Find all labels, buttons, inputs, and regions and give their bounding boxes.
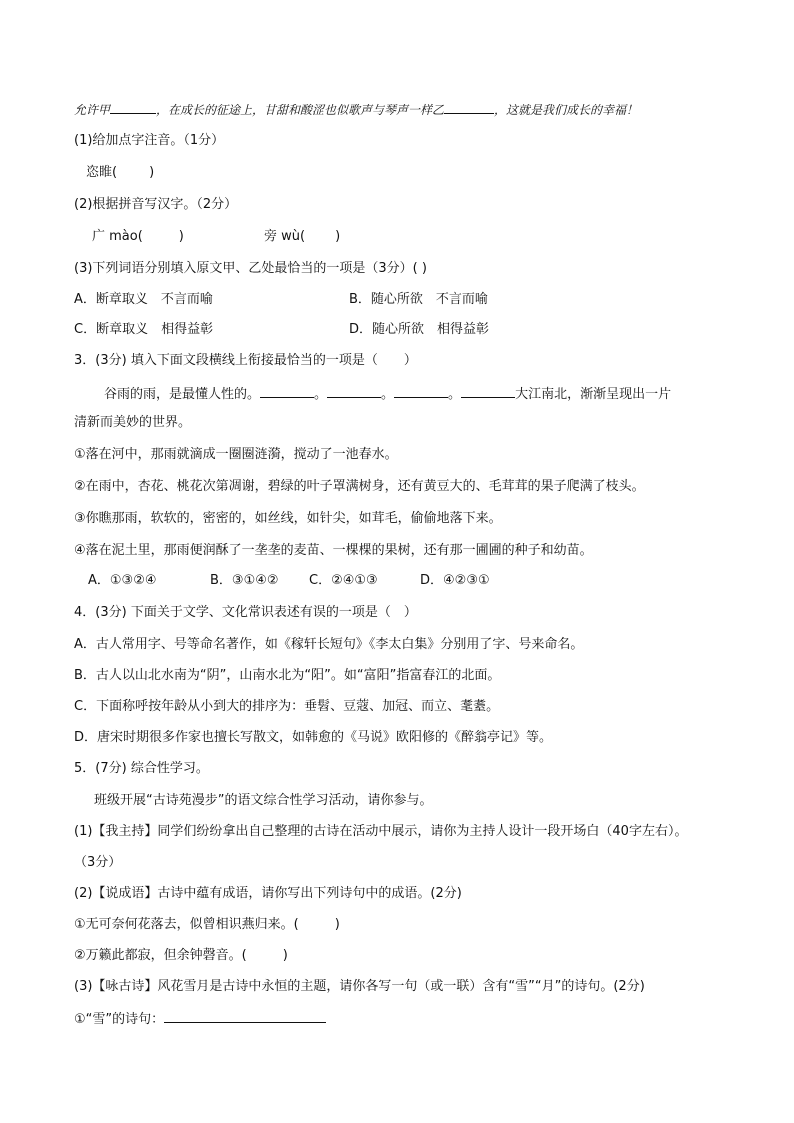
option-c[interactable]: C．下面称呼按年龄从小到大的排序为：垂髫、豆蔻、加冠、而立、耄耋。 [74,699,500,714]
blank-2[interactable] [327,385,381,398]
option-d[interactable]: D．④②③① [420,573,490,588]
option-b[interactable]: B．古人以山北水南为“阴”，山南水北为“阳”。如“富阳”指富春江的北面。 [74,668,501,683]
item-close: ) [282,948,288,963]
item-close: ) [178,229,184,244]
blank-3[interactable] [394,385,448,398]
question-heading: 5．(7分) 综合性学习。 [74,761,209,776]
snow-poem-line [74,1010,326,1028]
option-b[interactable]: B．随心所欲 不言而喻 [349,292,488,307]
pinyin-item [86,165,154,181]
item-text: 广 mào( [92,229,143,244]
poem-line-1 [74,917,340,933]
option-d[interactable]: D．随心所欲 相得益彰 [349,322,490,337]
passage-sentence [74,101,638,118]
sentence-4: ④落在泥土里，那雨便润酥了一垄垄的麦苗、一棵棵的果树，还有那一圃圃的种子和幼苗。 [74,543,593,558]
option-a[interactable]: A．古人常用字、号等命名著作，如《稼轩长短句》《李太白集》分别用了字、号来命名。 [74,637,584,652]
snow-poem-blank[interactable] [164,1010,326,1023]
blank-1[interactable] [260,385,314,398]
subquestion-3: (3)【咏古诗】风花雪月是古诗中永恒的主题，请你各写一句（或一联）含有“雪”“月”的诗句。(2分) [74,979,645,994]
question-2-prompt: (2)根据拼音写汉字。（2分） [74,197,238,212]
sentence-1: ①落在河中，那雨就滴成一圈圈涟漪，搅动了一池春水。 [74,447,398,462]
sentence-3: ③你瞧那雨，软软的，密密的，如丝线，如针尖，如茸毛，偷偷地落下来。 [74,511,502,526]
punct: 。 [448,387,462,402]
option-a[interactable]: A．①③②④ [88,573,157,588]
passage-line: 清新而美妙的世界。 [74,415,192,430]
blank-4[interactable] [461,385,515,398]
poem-text: ②万籁此都寂，但余钟磬音。( [74,948,247,963]
blank-yi[interactable] [444,101,494,114]
punct: 。 [381,387,395,402]
passage-text-b: ，在成长的征途上，甘甜和酸涩也似歌声与琴声一样乙 [156,103,445,117]
option-b[interactable]: B．③①④② [210,573,279,588]
passage-text-c: ，这就是我们成长的幸福！ [494,103,639,117]
item-close: ) [149,165,155,180]
hanzi-item-1 [92,229,184,245]
option-c[interactable]: C．断章取义 相得益彰 [74,322,214,337]
item-close: ) [335,229,341,244]
option-c[interactable]: C．②④①③ [309,573,378,588]
passage-text: 大江南北，渐渐呈现出一片 [515,387,672,402]
poem-text: ①无可奈何花落去，似曾相识燕归来。( [74,917,299,932]
question-3-prompt: (3)下列词语分别填入原文甲、乙处最恰当的一项是（3分）( ) [74,261,427,276]
passage-text-a: 允许甲 [74,103,111,117]
passage-text: 谷雨的雨，是最懂人性的。 [104,387,261,402]
question-heading: 3．(3分) 填入下面文段横线上衔接最恰当的一项是（ ） [74,353,417,368]
option-a[interactable]: A．断章取义 不言而喻 [74,292,213,307]
sentence-2: ②在雨中，杏花、桃花次第凋谢，碧绿的叶子罩满树身，还有黄豆大的、毛茸茸的果子爬满了枝头。 [74,479,645,494]
subquestion-1: (1)【我主持】同学们纷纷拿出自己整理的古诗在活动中展示，请你为主持人设计一段开场白（40字左右）。 [74,824,688,839]
hanzi-item-2 [264,229,340,245]
activity-intro: 班级开展“古诗苑漫步”的语文综合性学习活动，请你参与。 [94,793,433,808]
item-close: ) [334,917,340,932]
subquestion-1-score: （3分） [74,855,122,870]
subquestion-2: (2)【说成语】古诗中蕴有成语，请你写出下列诗句中的成语。(2分) [74,886,462,901]
item-text: 旁 wù( [264,229,306,244]
poem-line-2 [74,948,288,964]
punct: 。 [314,387,328,402]
blank-jia[interactable] [110,101,156,114]
item-text: 恣睢( [86,165,118,180]
snow-poem-label: ①“雪”的诗句： [74,1012,165,1027]
option-d[interactable]: D．唐宋时期很多作家也擅长写散文，如韩愈的《马说》欧阳修的《醉翁亭记》等。 [74,730,553,745]
question-heading: 4．(3分) 下面关于文学、文化常识表述有误的一项是（ ） [74,605,417,620]
question-1-prompt: (1)给加点字注音。（1分） [74,133,225,148]
passage-line [104,385,671,403]
